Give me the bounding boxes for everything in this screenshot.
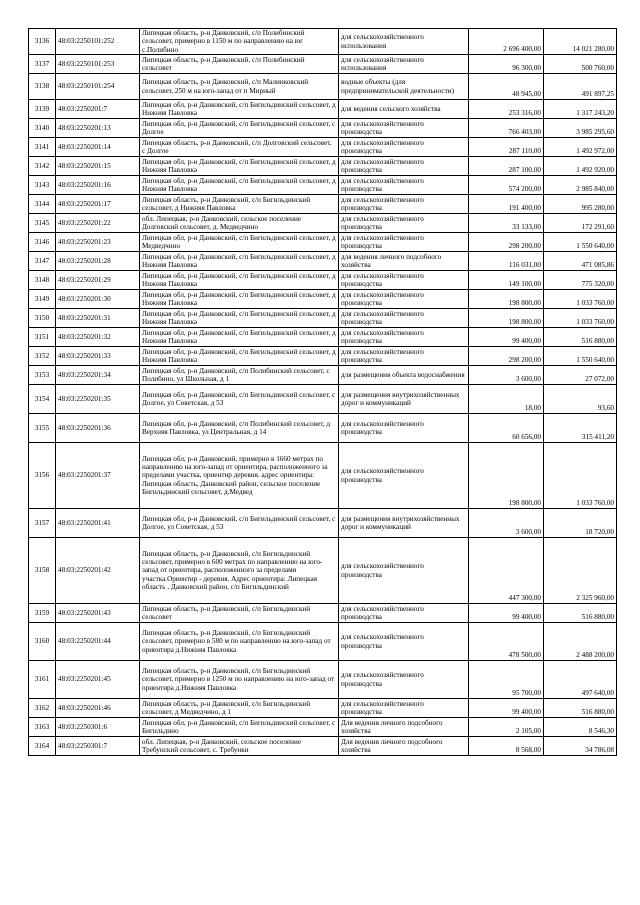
area-value-cell: 198 800,00 [469, 309, 544, 328]
table-row [29, 538, 617, 604]
area-value-cell: 18,00 [469, 385, 544, 414]
address-cell: обл. Липецкая, р-н Данковский, сельское поселение Долговский сельсовет, д. Медведчино [140, 214, 339, 233]
area-value-cell: 96 300,00 [469, 55, 544, 74]
table-row [29, 119, 617, 138]
permitted-use-cell: для сельскохозяйственного производства [339, 538, 469, 604]
cadastral-number-cell: 48:03:2250201:31 [56, 309, 140, 328]
cadastral-value-cell: 93,60 [544, 385, 617, 414]
cadastral-number-cell: 48:03:2250201:30 [56, 290, 140, 309]
address-cell: Липецкая область, р-н Данковский, с/п Бигильдинский сельсовет, примерно в 580 м по направлению на юго-запад от ориентира д.Нижняя Павловка [140, 623, 339, 661]
address-cell: Липецкая область, р-н Данковский, с/п Бигильдинский сельсовет [140, 604, 339, 623]
address-cell: Липецкая область, р-н Данковский, с/п Полибинский сельсовет [140, 55, 339, 74]
row-number-cell: 3145 [29, 214, 56, 233]
table-row [29, 290, 617, 309]
row-number-cell: 3142 [29, 157, 56, 176]
area-value-cell: 478 500,00 [469, 623, 544, 661]
row-number-cell: 3156 [29, 443, 56, 509]
cadastral-number-cell: 48:03:2250201:23 [56, 233, 140, 252]
row-number-cell: 3154 [29, 385, 56, 414]
row-number-cell: 3146 [29, 233, 56, 252]
row-number-cell: 3144 [29, 195, 56, 214]
area-value-cell: 95 700,00 [469, 661, 544, 699]
address-cell: Липецкая обл, р-н Данковский, с/п Бигильдинский сельсовет, д Нижняя Павловка [140, 328, 339, 347]
table-row [29, 718, 617, 737]
table-row [29, 328, 617, 347]
permitted-use-cell: для сельскохозяйственного производства [339, 328, 469, 347]
permitted-use-cell: для сельскохозяйственного производства [339, 119, 469, 138]
row-number-cell: 3159 [29, 604, 56, 623]
address-cell: Липецкая обл, р-н Данковский, с/п Бигильдинский сельсовет, д Нижняя Павловка [140, 252, 339, 271]
table-row [29, 233, 617, 252]
cadastral-value-cell: 2 985 840,00 [544, 176, 617, 195]
address-cell: Липецкая область, р-н Данковский, с/п Бигильдинский сельсовет, примерно в 1250 м по направлению на юго-запад от ориентира д.Нижняя Павловка [140, 661, 339, 699]
cadastral-value-cell: 2 325 960,00 [544, 538, 617, 604]
table-row [29, 443, 617, 509]
table-row [29, 623, 617, 661]
permitted-use-cell: для сельскохозяйственного производства [339, 661, 469, 699]
table-row [29, 347, 617, 366]
row-number-cell: 3161 [29, 661, 56, 699]
table-row [29, 737, 617, 756]
area-value-cell: 287 100,00 [469, 157, 544, 176]
document-page [28, 28, 616, 756]
table-row [29, 366, 617, 385]
row-number-cell: 3139 [29, 100, 56, 119]
area-value-cell: 149 100,00 [469, 271, 544, 290]
area-value-cell: 99 400,00 [469, 699, 544, 718]
row-number-cell: 3163 [29, 718, 56, 737]
cadastral-value-cell: 497 640,00 [544, 661, 617, 699]
cadastral-number-cell: 48:03:2250201:14 [56, 138, 140, 157]
row-number-cell: 3160 [29, 623, 56, 661]
row-number-cell: 3151 [29, 328, 56, 347]
permitted-use-cell: для размещения внутрихозяйственных дорог и коммуникаций [339, 509, 469, 538]
row-number-cell: 3153 [29, 366, 56, 385]
row-number-cell: 3148 [29, 271, 56, 290]
cadastral-value-cell: 14 021 280,00 [544, 29, 617, 55]
cadastral-number-cell: 48:03:2250201:43 [56, 604, 140, 623]
cadastral-value-cell: 995 280,00 [544, 195, 617, 214]
table-row [29, 252, 617, 271]
cadastral-value-cell: 3 985 295,60 [544, 119, 617, 138]
cadastral-number-cell: 48:03:2250101:252 [56, 29, 140, 55]
cadastral-value-cell: 1 033 760,00 [544, 290, 617, 309]
permitted-use-cell: для сельскохозяйственного производства [339, 233, 469, 252]
address-cell: Липецкая область, р-н Данковский, с/п Бигильдинский сельсовет, д Нижняя Павловка [140, 195, 339, 214]
cadastral-number-cell: 48:03:2250201:33 [56, 347, 140, 366]
area-value-cell: 298 200,00 [469, 233, 544, 252]
row-number-cell: 3137 [29, 55, 56, 74]
area-value-cell: 298 200,00 [469, 347, 544, 366]
table-row [29, 385, 617, 414]
area-value-cell: 253 316,00 [469, 100, 544, 119]
row-number-cell: 3141 [29, 138, 56, 157]
address-cell: Липецкая область, р-н Данковский, с/п Малинковский сельсовет, 250 м на юго-запад от п Мирный [140, 74, 339, 100]
area-value-cell: 60 656,00 [469, 414, 544, 443]
area-value-cell: 2 696 400,00 [469, 29, 544, 55]
address-cell: Липецкая обл, р-н Данковский, с/п Бигильдинский сельсовет, с Бигильдино [140, 718, 339, 737]
table-row [29, 604, 617, 623]
cadastral-value-cell: 471 085,86 [544, 252, 617, 271]
permitted-use-cell: для ведения личного подсобного хозяйства [339, 252, 469, 271]
cadastral-number-cell: 48:03:2250201:17 [56, 195, 140, 214]
permitted-use-cell: для сельскохозяйственного производства [339, 271, 469, 290]
area-value-cell: 48 945,00 [469, 74, 544, 100]
cadastral-value-cell: 516 880,00 [544, 699, 617, 718]
row-number-cell: 3140 [29, 119, 56, 138]
address-cell: Липецкая обл, р-н Данковский, с/п Полибинский сельсовет, д Верхняя Павловка, ул Центральная, д 14 [140, 414, 339, 443]
table-row [29, 55, 617, 74]
permitted-use-cell: для сельскохозяйственного использования [339, 55, 469, 74]
table-row [29, 271, 617, 290]
area-value-cell: 447 300,00 [469, 538, 544, 604]
cadastral-number-cell: 48:03:2250101:254 [56, 74, 140, 100]
cadastral-value-cell: 491 897,25 [544, 74, 617, 100]
permitted-use-cell: для сельскохозяйственного производства [339, 414, 469, 443]
cadastral-value-cell: 1 033 760,00 [544, 443, 617, 509]
table-row [29, 100, 617, 119]
table-row [29, 157, 617, 176]
cadastral-value-cell: 1 033 760,00 [544, 309, 617, 328]
area-value-cell: 191 400,00 [469, 195, 544, 214]
address-cell: Липецкая обл, р-н Данковский, с/п Бигильдинский сельсовет, д Медведчино [140, 233, 339, 252]
address-cell: Липецкая область, р-н Данковский, с/п Полибинский сельсовет, примерно в 1150 м по направлению на юг с.Полибино [140, 29, 339, 55]
address-cell: Липецкая обл, р-н Данковский, с/п Бигильдинский сельсовет, д Нижняя Павловка [140, 157, 339, 176]
permitted-use-cell: для сельскохозяйственного производства [339, 309, 469, 328]
cadastral-number-cell: 48:03:2250201:44 [56, 623, 140, 661]
permitted-use-cell: для сельскохозяйственного производства [339, 290, 469, 309]
cadastral-value-cell: 1 492 972,00 [544, 138, 617, 157]
permitted-use-cell: для сельскохозяйственного производства [339, 195, 469, 214]
cadastral-value-cell: 18 720,00 [544, 509, 617, 538]
cadastral-number-cell: 48:03:2250201:46 [56, 699, 140, 718]
table-row [29, 509, 617, 538]
row-number-cell: 3158 [29, 538, 56, 604]
cadastral-number-cell: 48:03:2250201:42 [56, 538, 140, 604]
address-cell: Липецкая обл, р-н Данковский, с/п Бигильдинский сельсовет, с Долгое [140, 119, 339, 138]
cadastral-value-cell: 1 550 640,00 [544, 233, 617, 252]
address-cell: Липецкая обл, р-н Данковский, с/п Бигильдинский сельсовет, с Долгое, ул Советская, д 53 [140, 509, 339, 538]
cadastral-value-cell: 34 786,08 [544, 737, 617, 756]
area-value-cell: 99 400,00 [469, 604, 544, 623]
cadastral-number-cell: 48:03:2250201:28 [56, 252, 140, 271]
cadastral-number-cell: 48:03:2250201:34 [56, 366, 140, 385]
cadastral-number-cell: 48:03:2250201:15 [56, 157, 140, 176]
address-cell: Липецкая обл, р-н Данковский, с/п Бигильдинский сельсовет, д Нижняя Павловка [140, 176, 339, 195]
cadastral-number-cell: 48:03:2250201:37 [56, 443, 140, 509]
permitted-use-cell: для размещения внутрихозяйственных дорог и коммуникаций [339, 385, 469, 414]
table-row [29, 195, 617, 214]
address-cell: Липецкая обл, р-н Данковский, с/п Полибинский сельсовет, с Полибино, ул Школьная, д 1 [140, 366, 339, 385]
cadastral-value-cell: 2 488 200,00 [544, 623, 617, 661]
table-row [29, 309, 617, 328]
permitted-use-cell: для сельскохозяйственного производства [339, 214, 469, 233]
area-value-cell: 287 110,00 [469, 138, 544, 157]
cadastral-number-cell: 48:03:2250201:35 [56, 385, 140, 414]
cadastral-number-cell: 48:03:2250101:253 [56, 55, 140, 74]
area-value-cell: 33 133,00 [469, 214, 544, 233]
permitted-use-cell: для сельскохозяйственного производства [339, 347, 469, 366]
cadastral-value-cell: 1 492 920,00 [544, 157, 617, 176]
land-plots-table [28, 28, 617, 756]
table-row [29, 214, 617, 233]
area-value-cell: 3 600,00 [469, 366, 544, 385]
permitted-use-cell: водные объекты (для предпринимательской деятельности) [339, 74, 469, 100]
cadastral-value-cell: 8 546,30 [544, 718, 617, 737]
cadastral-number-cell: 48:03:2250201:32 [56, 328, 140, 347]
cadastral-value-cell: 1 550 640,00 [544, 347, 617, 366]
permitted-use-cell: для сельскохозяйственного производства [339, 138, 469, 157]
cadastral-value-cell: 315 411,20 [544, 414, 617, 443]
permitted-use-cell: Для ведения личного подсобного хозяйства [339, 737, 469, 756]
cadastral-number-cell: 48:03:2250201:36 [56, 414, 140, 443]
area-value-cell: 3 600,00 [469, 509, 544, 538]
cadastral-number-cell: 48:03:2250201:13 [56, 119, 140, 138]
area-value-cell: 116 031,00 [469, 252, 544, 271]
address-cell: Липецкая обл, р-н Данковский, с/п Бигильдинский сельсовет, д Нижняя Павловка [140, 271, 339, 290]
cadastral-value-cell: 172 291,60 [544, 214, 617, 233]
permitted-use-cell: для сельскохозяйственного использования [339, 29, 469, 55]
row-number-cell: 3150 [29, 309, 56, 328]
table-body [29, 29, 617, 756]
row-number-cell: 3157 [29, 509, 56, 538]
permitted-use-cell: для сельскохозяйственного производства [339, 176, 469, 195]
cadastral-value-cell: 500 760,00 [544, 55, 617, 74]
cadastral-value-cell: 775 320,00 [544, 271, 617, 290]
cadastral-number-cell: 48:03:2250201:41 [56, 509, 140, 538]
cadastral-number-cell: 48:03:2250201:16 [56, 176, 140, 195]
cadastral-number-cell: 48:03:2250201:22 [56, 214, 140, 233]
area-value-cell: 99 400,00 [469, 328, 544, 347]
table-row [29, 661, 617, 699]
permitted-use-cell: для сельскохозяйственного производства [339, 699, 469, 718]
address-cell: Липецкая область, р-н Данковский, с/п Долговский сельсовет, с Долгое [140, 138, 339, 157]
cadastral-value-cell: 516 880,00 [544, 328, 617, 347]
address-cell: Липецкая обл, р-н Данковский, с/п Бигильдинский сельсовет, д Нижняя Павловка [140, 347, 339, 366]
row-number-cell: 3143 [29, 176, 56, 195]
area-value-cell: 2 105,00 [469, 718, 544, 737]
table-row [29, 74, 617, 100]
cadastral-number-cell: 48:03:2250201:7 [56, 100, 140, 119]
address-cell: Липецкая обл, р-н Данковский, с/п Бигильдинский сельсовет, д Нижняя Павловка [140, 290, 339, 309]
permitted-use-cell: для сельскохозяйственного производства [339, 604, 469, 623]
row-number-cell: 3136 [29, 29, 56, 55]
permitted-use-cell: для сельскохозяйственного производства [339, 443, 469, 509]
permitted-use-cell: для сельскохозяйственного производства [339, 623, 469, 661]
table-row [29, 414, 617, 443]
permitted-use-cell: для сельскохозяйственного производства [339, 157, 469, 176]
address-cell: обл. Липецкая, р-н Данковский, сельское поселение Требунский сельсовет, с. Требунки [140, 737, 339, 756]
area-value-cell: 198 800,00 [469, 443, 544, 509]
cadastral-value-cell: 27 072,00 [544, 366, 617, 385]
table-row [29, 699, 617, 718]
address-cell: Липецкая обл, р-н Данковский, с/п Бигильдинский сельсовет, д Нижняя Павловка [140, 100, 339, 119]
area-value-cell: 574 200,00 [469, 176, 544, 195]
area-value-cell: 198 800,00 [469, 290, 544, 309]
cadastral-value-cell: 516 880,00 [544, 604, 617, 623]
address-cell: Липецкая область, р-н Данковский, с/п Бигильдинский сельсовет, примерно в 600 метрах по направлению на юго-запад от ориентира, расположенного за пределами участка.Ориентир - деревня. Адрес ориентира: Липецкая область , Данковский район, с/п Бигильдинский [140, 538, 339, 604]
address-cell: Липецкая обл, р-н Данковский, с/п Бигильдинский сельсовет, д Нижняя Павловка [140, 309, 339, 328]
cadastral-number-cell: 48:03:2250201:29 [56, 271, 140, 290]
row-number-cell: 3162 [29, 699, 56, 718]
permitted-use-cell: для размещения объекта водоснабжения [339, 366, 469, 385]
cadastral-number-cell: 48:03:2250201:45 [56, 661, 140, 699]
row-number-cell: 3152 [29, 347, 56, 366]
permitted-use-cell: Для ведения личного подсобного хозяйства [339, 718, 469, 737]
cadastral-number-cell: 48:03:2250301:7 [56, 737, 140, 756]
permitted-use-cell: для ведения сельского хозяйства [339, 100, 469, 119]
address-cell: Липецкая обл, р-н Данковский, с/п Бигильдинский сельсовет, с Долгое, ул Советская, д 53 [140, 385, 339, 414]
row-number-cell: 3155 [29, 414, 56, 443]
row-number-cell: 3138 [29, 74, 56, 100]
address-cell: Липецкая обл, р-н Данковский, примерно в 1660 метрах по направлению на юго-запад от ориентира, расположенного за пределами участка, ориентир деревня. адрес ориентира: Липецкая область, Данковский район, сельское поселение Бигильдинский сельсовет, д.Медвед [140, 443, 339, 509]
table-row [29, 176, 617, 195]
table-row [29, 29, 617, 55]
row-number-cell: 3149 [29, 290, 56, 309]
cadastral-number-cell: 48:03:2250301:6 [56, 718, 140, 737]
row-number-cell: 3164 [29, 737, 56, 756]
table-row [29, 138, 617, 157]
cadastral-value-cell: 1 317 243,20 [544, 100, 617, 119]
row-number-cell: 3147 [29, 252, 56, 271]
area-value-cell: 766 403,00 [469, 119, 544, 138]
address-cell: Липецкая область, р-н Данковский, с/п Бигильдинский сельсовет, д Медведчино, д 1 [140, 699, 339, 718]
area-value-cell: 8 568,00 [469, 737, 544, 756]
